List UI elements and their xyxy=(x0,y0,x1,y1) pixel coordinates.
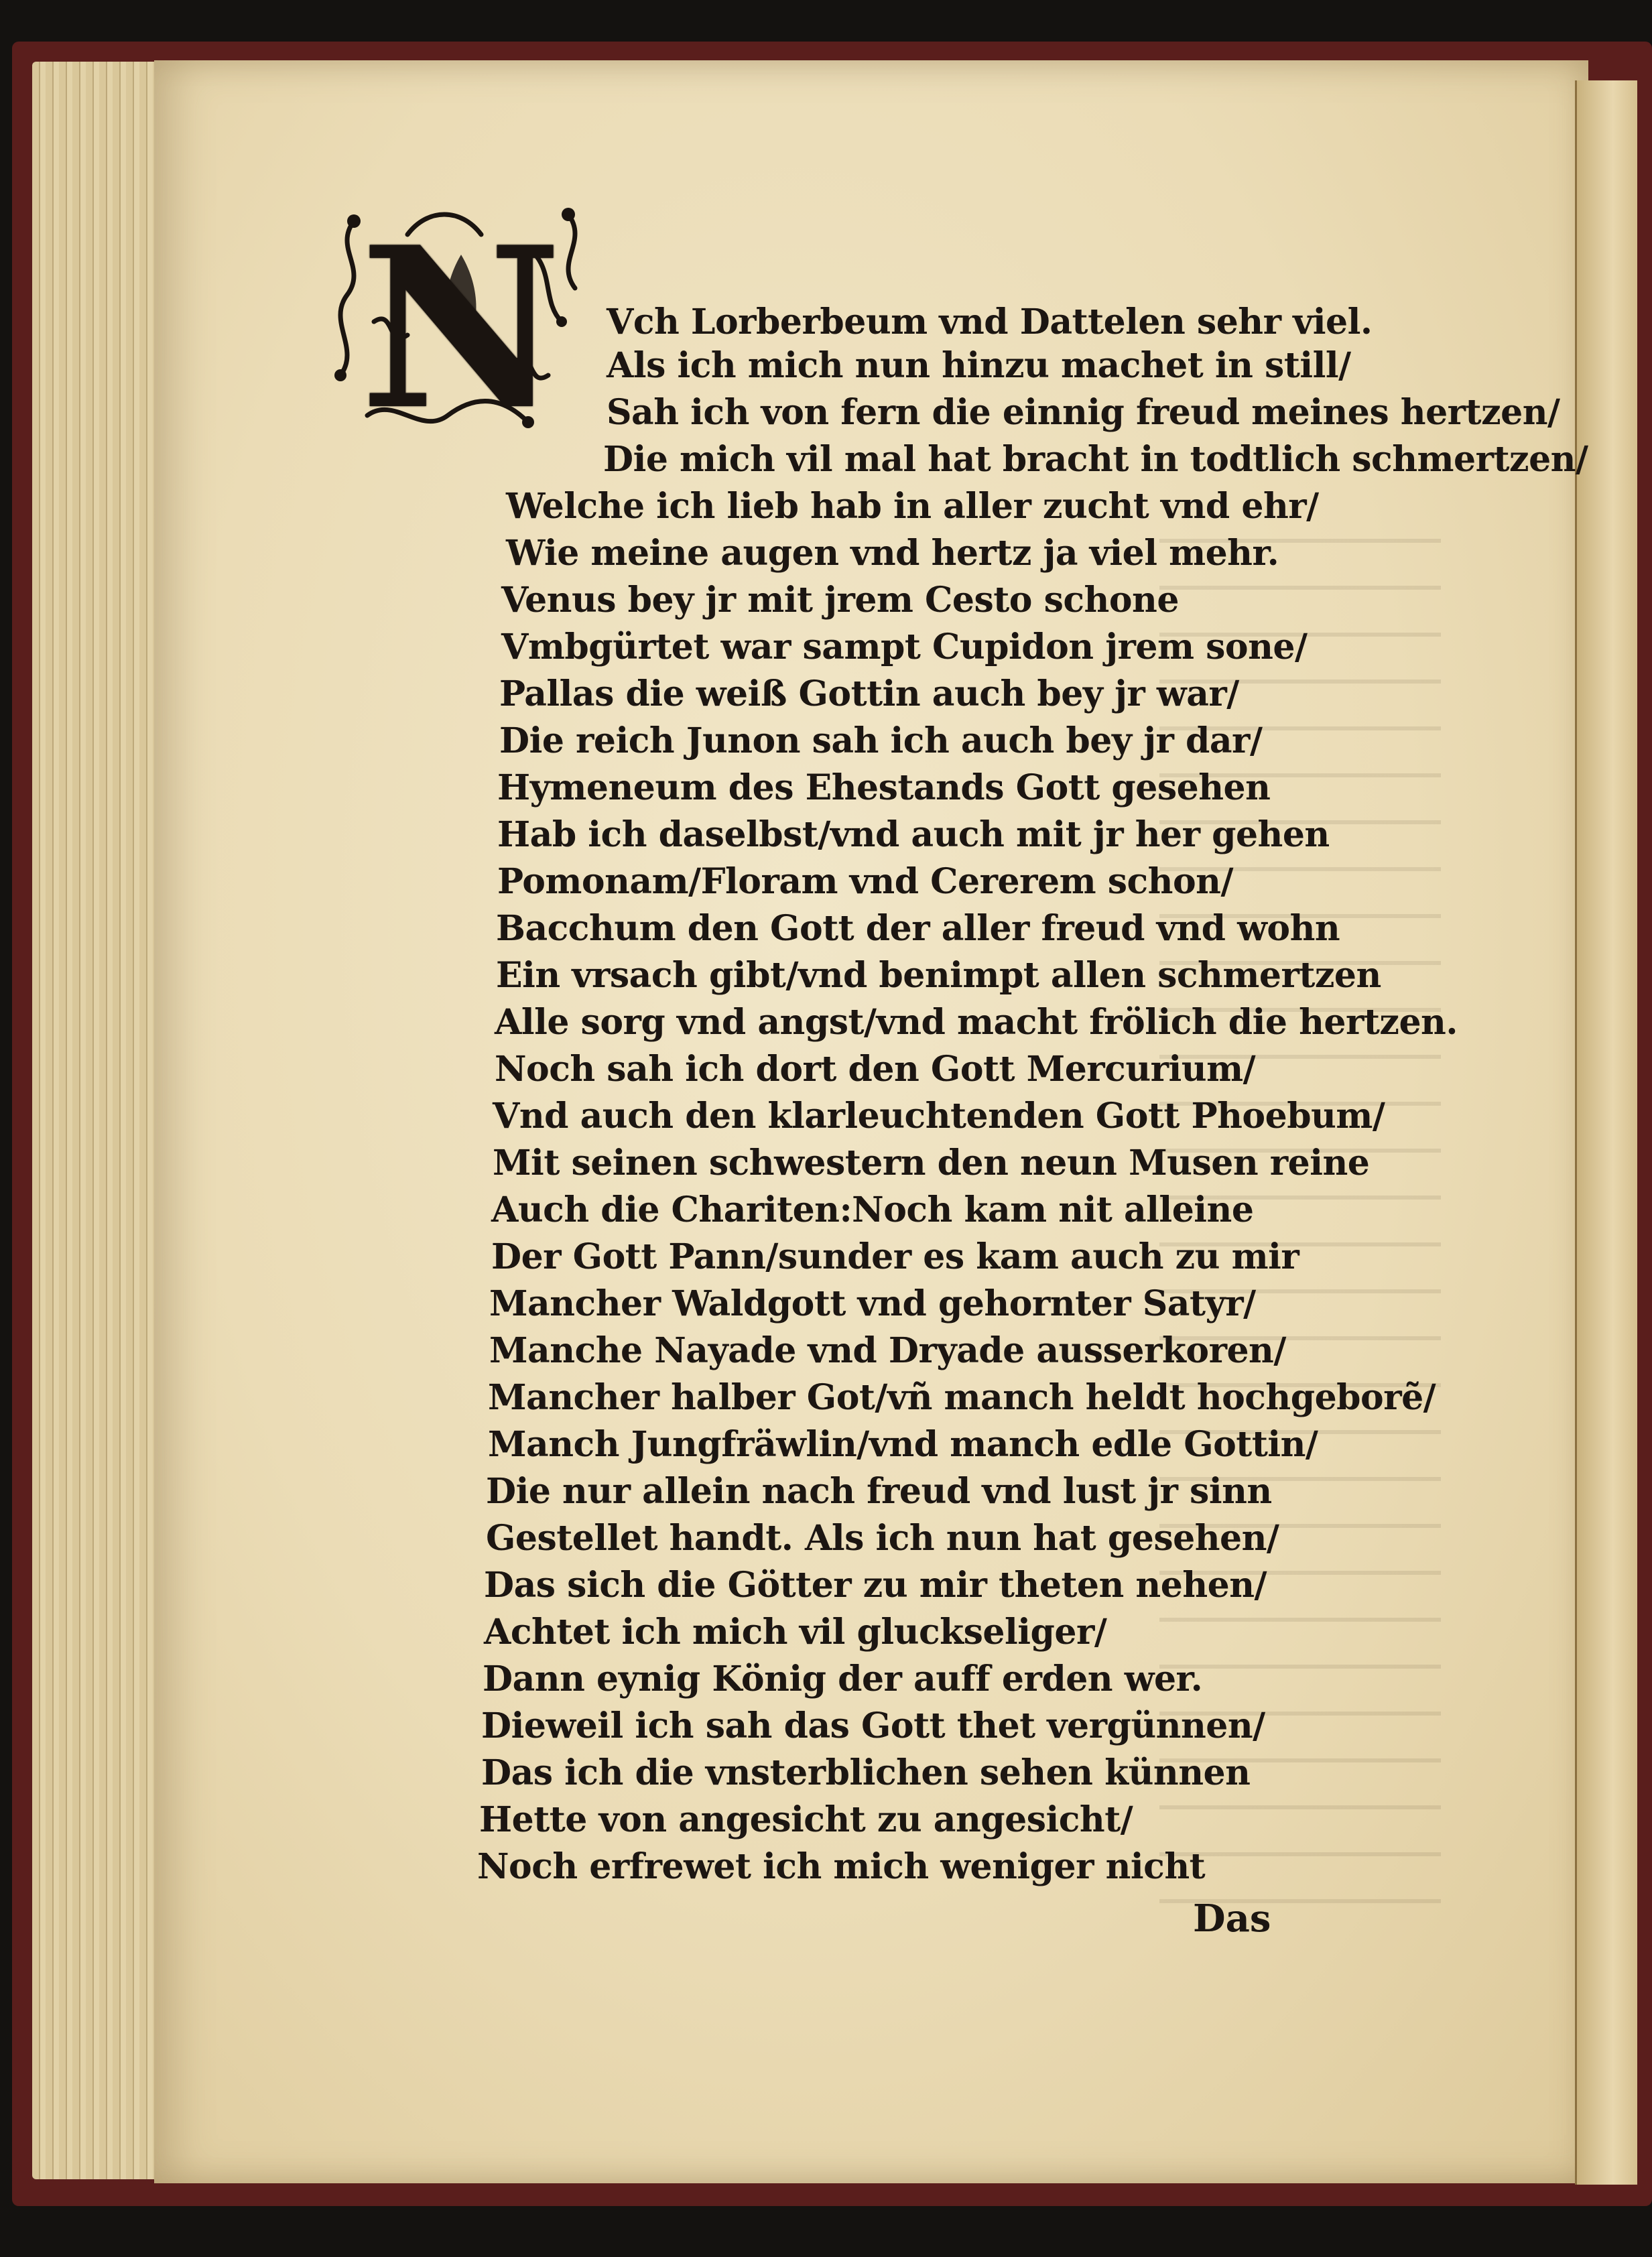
verse-line: Venus bey jr mit jrem Cesto schone xyxy=(501,580,1179,621)
verse-line: Hette von angesicht zu angesicht/ xyxy=(479,1799,1133,1840)
verse-line: Noch sah ich dort den Gott Mercurium/ xyxy=(495,1049,1256,1090)
verse-line: Der Gott Pann/sunder es kam auch zu mir xyxy=(491,1236,1299,1277)
verse-line: Welche ich lieb hab in aller zucht vnd ehr/ xyxy=(506,486,1319,527)
verse-line: Mit seinen schwestern den neun Musen reine xyxy=(493,1143,1370,1183)
verse-line: Noch erfrewet ich mich weniger nicht xyxy=(477,1846,1206,1887)
verse-line: Gestellet handt. Als ich nun hat gesehen/ xyxy=(486,1518,1279,1559)
verse-line: Mancher Waldgott vnd gehornter Satyr/ xyxy=(489,1283,1256,1324)
verse-line: Die reich Junon sah ich auch bey jr dar/ xyxy=(499,720,1263,761)
verse-line: Die mich vil mal hat bracht in todtlich schmertzen/ xyxy=(603,439,1588,480)
verse-line: Das ich die vnsterblichen sehen künnen xyxy=(481,1752,1251,1793)
catchword: Das xyxy=(1193,1896,1271,1941)
verse-line: Auch die Chariten:Noch kam nit alleine xyxy=(491,1189,1254,1230)
verse-line: Hymeneum des Ehestands Gott gesehen xyxy=(497,767,1271,808)
verse-line: Als ich mich nun hinzu machet in still/ xyxy=(607,345,1351,386)
verse-line: Vch Lorberbeum vnd Dattelen sehr viel. xyxy=(607,302,1373,342)
verse-line: Alle sorg vnd angst/vnd macht frölich die hertzen. xyxy=(495,1002,1458,1043)
verse-line: Manch Jungfräwlin/vnd manch edle Gottin/ xyxy=(488,1424,1318,1465)
verse-line: Die nur allein nach freud vnd lust jr sinn xyxy=(486,1471,1272,1512)
verse-line: Pomonam/Floram vnd Cererem schon/ xyxy=(497,861,1233,902)
verse-line: Dieweil ich sah das Gott thet vergünnen/ xyxy=(481,1705,1265,1746)
verse-line: Pallas die weiß Gottin auch bey jr war/ xyxy=(499,673,1239,714)
verse-line: Wie meine augen vnd hertz ja viel mehr. xyxy=(506,533,1279,574)
verse-line: Das sich die Götter zu mir theten nehen/ xyxy=(484,1565,1267,1606)
verse-line: Mancher halber Got/vñ manch heldt hochgeborẽ/ xyxy=(488,1377,1436,1418)
verse-line: Achtet ich mich vil gluckseliger/ xyxy=(484,1612,1107,1653)
verse-line: Vmbgürtet war sampt Cupidon jrem sone/ xyxy=(501,627,1308,667)
verse-line: Ein vrsach gibt/vnd benimpt allen schmertzen xyxy=(496,955,1381,996)
verse-line: Hab ich daselbst/vnd auch mit jr her gehen xyxy=(497,814,1330,855)
verse-line: Dann eynig König der auff erden wer. xyxy=(483,1659,1203,1699)
decorated-initial xyxy=(327,194,595,462)
verse-line: Bacchum den Gott der aller freud vnd wohn xyxy=(496,908,1340,949)
facing-page-edge xyxy=(1575,80,1637,2185)
initial-letter: N xyxy=(360,198,562,458)
verse-line: Sah ich von fern die einnig freud meines hertzen/ xyxy=(607,392,1560,433)
verse-line: Vnd auch den klarleuchtenden Gott Phoebum/ xyxy=(493,1096,1385,1137)
verse-line: Manche Nayade vnd Dryade ausserkoren/ xyxy=(489,1330,1286,1371)
